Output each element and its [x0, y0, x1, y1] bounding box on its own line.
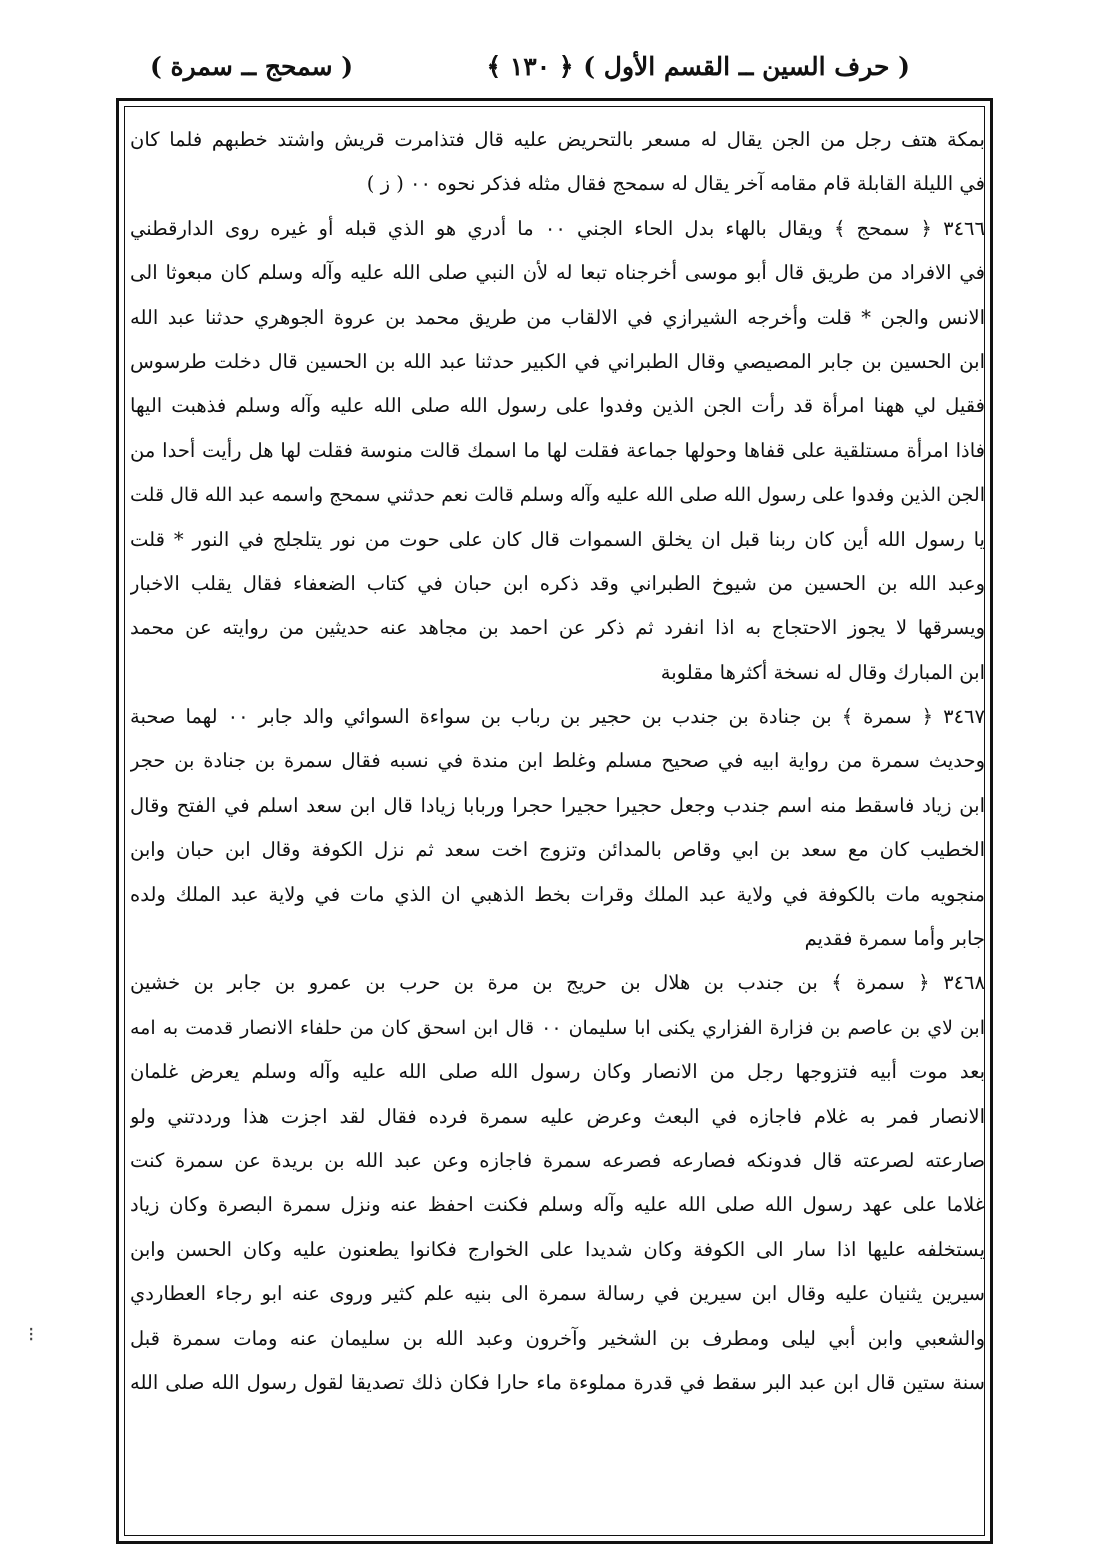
text-line: ابن الحسين بن جابر المصيصي وقال الطبراني في الكبير حدثنا عبد الله بن الحسين قال دخلت طرسوس: [130, 349, 985, 373]
text-line: وعبد الله بن الحسين من شيوخ الطبراني وقد ذكره ابن حبان في كتاب الضعفاء فقال يقلب الاخبار: [130, 571, 985, 595]
text-line: الخطيب كان مع سعد بن ابي وقاص بالمدائن وتزوج اخت سعد ثم نزل الكوفة وقال ابن حبان وابن: [130, 838, 985, 862]
text-line: جابر وأما سمرة فقديم: [804, 927, 985, 951]
text-line: يستخلفه عليها اذا سار الى الكوفة وكان شديدا على الخوارج فكانوا يطعنون عليه وكان الحسن وابن: [130, 1237, 985, 1261]
margin-mark: ⁝: [28, 1322, 35, 1346]
text-line: الانس والجن * قلت وأخرجه الشيرازي في الالقاب من طريق محمد بن عروة الجوهري حدثنا عبد الله: [130, 305, 985, 329]
text-line: في الافراد من طريق قال أبو موسى أخرجناه تبعا له لأن النبي صلى الله عليه وآله وسلم كان مبعوثا الى: [130, 261, 985, 285]
text-line: سنة ستين قال ابن عبد البر سقط في قدرة مملوءة ماء حارا فكان ذلك تصديقا لقول رسول الله صلى الله: [130, 1370, 985, 1394]
body-text: [130, 118, 985, 1405]
text-line: الانصار فمر به غلام فاجازه في البعث وعرض عليه سمرة فرده فقال لقد اجزت هذا ورددتني ولو: [130, 1104, 985, 1128]
text-line: ابن المبارك وقال له نسخة أكثرها مقلوبة: [660, 660, 985, 684]
text-line: ابن زياد فاسقط منه اسم جندب وجعل حجيرا حجيرا حجرا وربابا زيادا قال ابن سعد اسلم في الفتح وقال: [130, 793, 985, 817]
text-line: والشعبي وابن أبي ليلى ومطرف بن الشخير وآخرون وعبد الله بن سليمان عنه ومات سمرة قبل: [130, 1326, 985, 1350]
text-line: بمكة هتف رجل من الجن يقال له مسعر بالتحريض عليه قال فتذامرت قريش واشتد خطبهم فلما كان: [130, 128, 985, 151]
text-line: ابن لاي بن عاصم بن فزارة الفزاري يكنى ابا سليمان ٠٠ قال ابن اسحق كان من حلفاء الانصار قدمت به امه: [130, 1016, 985, 1039]
text-line: يا رسول الله أين كان ربنا قبل ان يخلق السموات قال كان على حوت من نور يتلجلج في النور * قلت: [130, 527, 985, 551]
text-line: صارعته لصرعته قال فدونكه فصارعه فصرعه سمرة فاجازه وعن عبد الله بن بريدة عن سمرة كنت: [130, 1148, 985, 1172]
text-line: فاذا امرأة مستلقية على قفاها وحولها جماعة فقلت لها ما اسمك قالت منوسة فقلت لها هل رأيت أحدا من: [130, 438, 985, 462]
chapter-heading: ( حرف السين ــ القسم الأول ): [583, 52, 910, 81]
text-line: ٣٤٦٨ ﴿ سمرة ﴾ بن جندب بن هلال بن حريج بن مرة بن حرب بن عمرو بن جابر بن خشين: [130, 971, 985, 995]
text-line: فقيل لي ههنا امرأة قد رأت الجن الذين وفدوا على رسول الله صلى الله عليه وآله وسلم فذهبت اليها: [130, 394, 985, 418]
text-line: الجن الذين وفدوا على رسول الله صلى الله عليه وآله وسلم قالت نعم حدثني سمحج واسمه عبد الله قال قلت: [130, 484, 985, 507]
page-number: ﴿ ١٣٠ ﴾: [486, 52, 574, 81]
text-line: غلاما على عهد رسول الله صلى الله عليه وآله وسلم فكنت احفظ عنه ونزل سمرة البصرة وكان زياد: [130, 1193, 985, 1217]
text-line: ٣٤٦٦ ﴿ سمحج ﴾ ويقال بالهاء بدل الحاء الجني ٠٠ ما أدري هو الذي قبله أو غيره روى الدارقطني: [130, 216, 985, 240]
page-header: [150, 52, 910, 100]
text-line: وحديث سمرة من رواية ابيه في صحيح مسلم وغلط ابن مندة في نسبه فقال سمرة بن جنادة بن حجر: [130, 749, 985, 773]
text-line: بعد موت أبيه فتزوجها رجل من الانصار وكان رسول الله صلى الله عليه وآله وسلم يعرض غلمان: [130, 1060, 985, 1084]
entry-range-heading: ( سمحج ــ سمرة ): [150, 52, 354, 81]
text-line: ويسرقها لا يجوز الاحتجاج به اذا انفرد ثم ذكر عن احمد بن مجاهد عنه حديثين من روايته عن محمد: [130, 616, 985, 640]
text-line: ٣٤٦٧ ﴿ سمرة ﴾ بن جنادة بن جندب بن حجير بن رباب بن سواءة السوائي والد جابر ٠٠ لهما صحبة: [130, 705, 985, 729]
text-line: منجويه مات بالكوفة في ولاية عبد الملك وقرات بخط الذهبي ان الذي مات في ولاية عبد الملك ولده: [130, 882, 985, 906]
text-line: سيرين يثنيان عليه وقال ابن سيرين في رسالة سمرة الى بنيه علم كثير وروى عنه ابو رجاء العطاردي: [130, 1282, 985, 1306]
text-line: في الليلة القابلة قام مقامه آخر يقال له سمحج فقال مثله فذكر نحوه ٠٠ ( ز ): [366, 172, 985, 196]
